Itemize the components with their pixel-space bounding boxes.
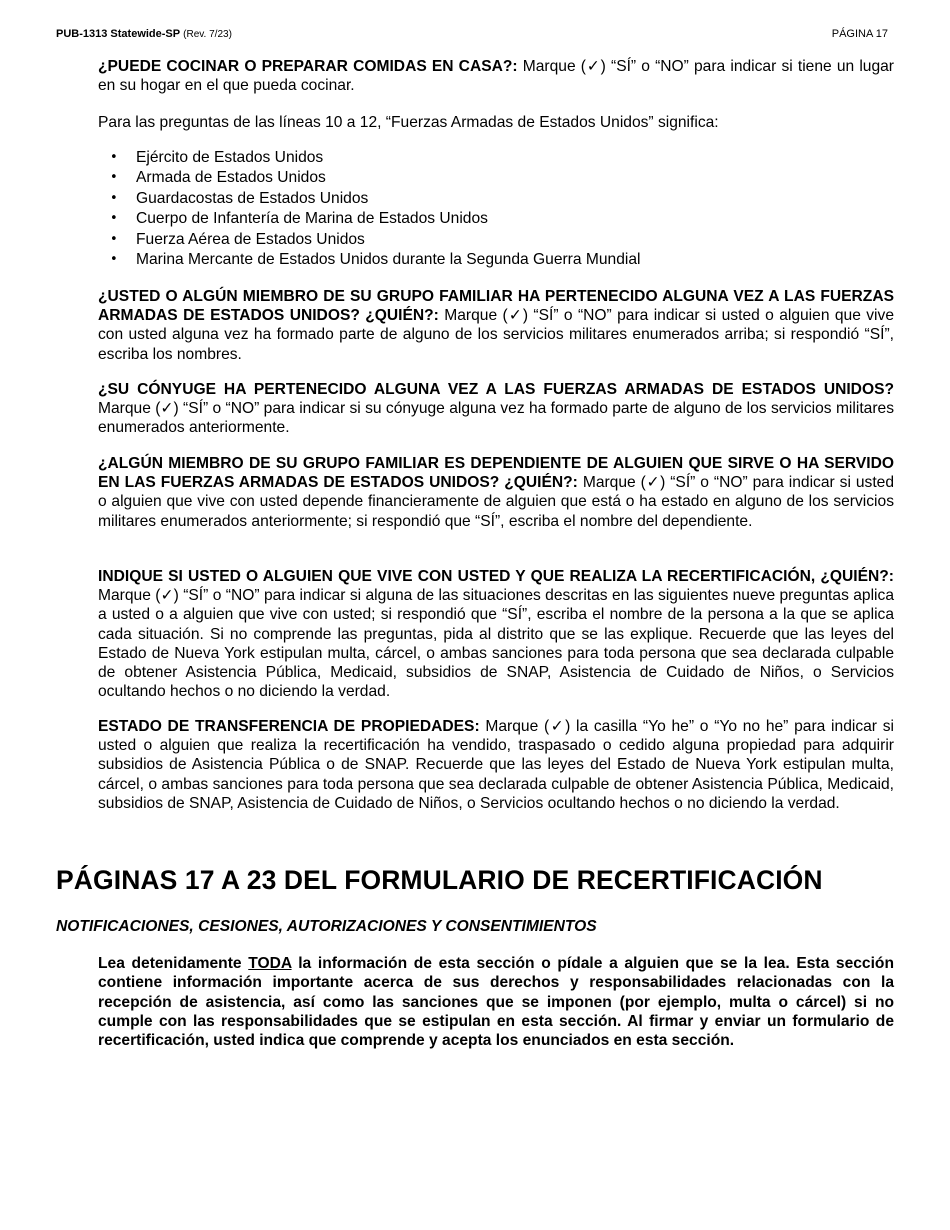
member-served-question <box>98 287 894 364</box>
member-served-text: Marque (✓) “SÍ” o “NO” para indicar si usted o alguien que vive con usted alguna vez ha formado parte de alguno de los servicios militares enumerados arriba; si respondió “SÍ”, escriba los nombres. <box>98 307 894 363</box>
section-subtitle: NOTIFICACIONES, CESIONES, AUTORIZACIONES Y CONSENTIMIENTOS <box>56 918 597 935</box>
page-number: PÁGINA 17 <box>831 28 888 40</box>
member-served-heading: ¿USTED O ALGÚN MIEMBRO DE SU GRUPO FAMILIAR HA PERTENECIDO ALGUNA VEZ A LAS FUERZAS ARMADAS DE ESTADOS UNIDOS? ¿QUIÉN?: <box>98 288 894 325</box>
spouse-served-question <box>98 380 894 438</box>
bullet-icon: • <box>110 150 118 165</box>
bullet-icon: • <box>110 252 118 268</box>
transfer-text: Marque (✓) la casilla “Yo he” o “Yo no he” para indicar si usted o alguien que realiza la recertificación ha vendido, traspasado o cedido alguna propiedad para adquirir subsidios de Asistencia Pública o de SNAP. Recuerde que las leyes del Estado de Nueva York estipulan multa, cárcel, o ambas sanciones para toda persona que sea declarada culpable de obtener Asistencia Pública, Medicaid, subsidios de SNAP, Asistencia de Cuidado de Niños, o Servicios ocultando hechos o no diciendo la verdad. <box>98 718 894 812</box>
list-item: • Fuerza Aérea de Estados Unidos <box>98 230 894 250</box>
notice-underlined: TODA <box>248 955 292 972</box>
spouse-served-heading: ¿SU CÓNYUGE HA PERTENECIDO ALGUNA VEZ A LAS FUERZAS ARMADAS DE ESTADOS UNIDOS? <box>98 381 894 398</box>
list-item: • Guardacostas de Estados Unidos <box>98 189 894 209</box>
dependent-question <box>98 454 894 531</box>
dependent-text: Marque (✓) “SÍ” o “NO” para indicar si usted o alguien que vive con usted depende financieramente de alguien que está o ha estado en alguno de los servicios militares enumerados anteriormente; si respondió que “SÍ”, escriba el nombre del dependiente. <box>98 474 895 530</box>
spouse-served-text: Marque (✓) “SÍ” o “NO” para indicar si su cónyuge alguna vez ha formado parte de alguno de los servicios militares enumerados anteriormente. <box>98 400 894 437</box>
armed-forces-list <box>98 148 894 270</box>
cook-text: Marque (✓) “SÍ” o “NO” para indicar si tiene un lugar en su hogar en el que pueda cocinar. <box>98 58 894 95</box>
section-title: PÁGINAS 17 A 23 DEL FORMULARIO DE RECERTIFICACIÓN <box>56 865 823 895</box>
cook-heading: ¿PUEDE COCINAR O PREPARAR COMIDAS EN CASA?: <box>98 58 518 75</box>
list-item: • Marina Mercante de Estados Unidos durante la Segunda Guerra Mundial <box>98 250 894 270</box>
form-number: PUB-1313 Statewide-SP <box>56 28 181 40</box>
dependent-heading: ¿ALGÚN MIEMBRO DE SU GRUPO FAMILIAR ES DEPENDIENTE DE ALGUIEN QUE SIRVE O HA SERVIDO EN LAS FUERZAS ARMADAS DE ESTADOS UNIDOS? ¿QUIÉN?: <box>98 455 894 492</box>
recert-text: Marque (✓) “SÍ” o “NO” para indicar si alguna de las situaciones descritas en las siguientes nueve preguntas aplica a usted o a alguien que vive con usted; si respondió que “SÍ”, escriba el nombre de la persona a la que se aplica cada situación. Si no comprende las preguntas, pida al distrito que se las explique. Recuerde que las leyes del Estado de Nueva York estipulan multa, cárcel, o ambas sanciones para toda persona que sea declarada culpable de obtener Asistencia Pública, Medicaid, subsidios de SNAP, Asistencia de Cuidado de Niños, o Servicios ocultando hechos o no diciendo la verdad. <box>98 587 894 701</box>
list-item: • Ejército de Estados Unidos <box>98 148 894 168</box>
armed-forces-intro-text: Para las preguntas de las líneas 10 a 12, “Fuerzas Armadas de Estados Unidos” significa: <box>98 114 719 131</box>
bullet-icon: • <box>110 190 118 206</box>
recert-question <box>98 567 894 701</box>
bullet-icon: • <box>110 231 118 247</box>
list-item: • Cuerpo de Infantería de Marina de Estados Unidos <box>98 209 894 229</box>
transfer-heading: ESTADO DE TRANSFERENCIA DE PROPIEDADES: <box>98 718 480 735</box>
transfer-question <box>98 717 894 813</box>
notice-post: la información de esta sección o pídale a alguien que se la lea. Esta sección contiene información importante acerca de sus derechos y responsabilidades relacionadas con la recepción de asistencia, así como las sanciones que se imponen (por ejemplo, multa o cárcel) si no cumple con las responsabilidades que se estipulan en esta sección. Al firmar y enviar un formulario de recertificación, usted indica que comprende y acepta los enunciados en esta sección. <box>98 955 894 1050</box>
bullet-icon: • <box>110 211 118 227</box>
form-revision: (Rev. 7/23) <box>183 29 232 40</box>
notice-pre: Lea detenidamente <box>98 955 242 972</box>
form-id <box>56 28 232 40</box>
section-notice <box>98 954 894 1050</box>
list-item: • Armada de Estados Unidos <box>98 168 894 188</box>
page-header <box>56 28 888 44</box>
cook-question <box>98 57 894 95</box>
bullet-icon: • <box>110 170 118 186</box>
armed-forces-intro <box>98 113 894 132</box>
recert-heading: INDIQUE SI USTED O ALGUIEN QUE VIVE CON USTED Y QUE REALIZA LA RECERTIFICACIÓN, ¿QUIÉN?: <box>98 568 894 585</box>
